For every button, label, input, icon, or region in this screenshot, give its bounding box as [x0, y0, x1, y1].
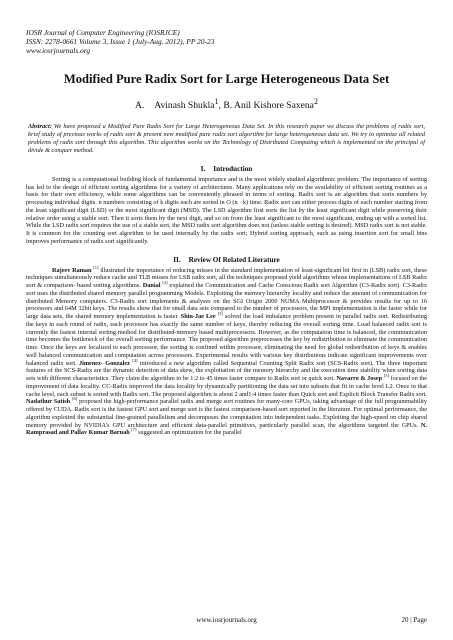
cited-author: Shin-Jae Lee	[180, 313, 216, 321]
section-number: II.	[173, 255, 181, 264]
journal-header	[26, 28, 427, 56]
literature-text: suggested an optimization for the parallel	[136, 429, 242, 437]
journal-site: www.iosrjournals.org	[26, 46, 91, 56]
literature-text: proposed the high-performance parallel radix and merge sort routines for many-core GPUs, taking advantage of the full programmability offered by CUDA. Radix sort is the fastest GPU sort and merge sort is the fastest comparison-based sort reported in the literature. For optimal performance, the algorithm exploited the substantial fine-grained parallelism and decomposes the computation into independent tasks. Exploiting the high-speed on chip shared memory provided by NVIDIA's GPU architecture and efficient data-parallel primitives, particularly parallel scan, the algorithms targeted the GPUs.	[26, 398, 428, 429]
author-2: B. Anil Kishore Saxena	[223, 99, 314, 111]
author-1: Avinash Shukla	[154, 99, 215, 111]
citation-ref: [2]	[162, 279, 168, 285]
journal-name: IOSR Journal of Computer Engineering (IOSRJCE)	[26, 28, 180, 37]
citation-ref: [6]	[72, 396, 78, 402]
cited-author: Jimenez- Gonzalez	[78, 359, 130, 367]
introduction-paragraph	[26, 176, 427, 246]
author-separator: ,	[218, 99, 224, 111]
abstract	[26, 123, 427, 155]
citation-ref: [3]	[217, 310, 223, 316]
journal-issn: ISSN: 2278-0661 Volume 3, Issue 1 (July-Aug. 2012), PP 20-23	[26, 37, 215, 47]
introduction-text: Sorting is a computational building block of fundamental importance and is the most widely studied algorithmic problem. The importance of sorting has led to the design of efficient sorting algorithms for a variety of architectures. Many applications rely on the availability of efficient sorting routines as a basis for their own efficiency, while some algorithms can be conveniently phrased in terms of sorting. Radix sort is an algorithm that sorts numbers by processing individual digits. n numbers consisting of k digits each are sorted in O (n · k) time. Radix sort can either process digits of each number starting from the least significant digit (LSD) or the most significant digit (MSD). The LSD algorithm first sorts the list by the least significant digit while preserving their relative order using a stable sort. Then it sorts them by the next digit, and so on from the least significant to the most significant, ending up with a sorted list. While the LSD radix sort requires the use of a stable sort, the MSD radix sort algorithm does not (unless stable sorting is desired). MSD radix sort is not stable. It is common for the counting sort algorithm to be used internally by the radix sort; Hybrid sorting approach, such as using insertion sort for small bins improves performance of radix sort significantly.	[26, 175, 427, 245]
citation-ref: [4]	[132, 357, 138, 363]
literature-text: introduced a new algorithm called Sequential Counting Split Radix sort (SCS-Radix sort). The three important features of the SCS-Radix are the dynamic detection of data skew, the exploitation of the memory hierarchy and the execution time stability when sorting data sets with different characteristics. They claim the algorithm to be 1:2 to 45 times faster compare to Radix sort or quick sort.	[26, 359, 428, 383]
literature-text: focused on the improvement of data locality. CC-Radix improved the data locality by dynamically partitioning the data set into subsets that fit in cache level L2. Once in that cache level, each subset is sorted with Radix sort. The proposed algorithm is about 2 and1:4 times faster than Quick sort and Explicit Block Transfer Radix sort.	[26, 375, 427, 398]
citation-ref: [7]	[131, 427, 137, 433]
literature-text: solved the load imbalance problem present in parallel radix sort. Redistributing the keys in each round of radix, each processor has exactly the same number of keys, thereby reducing the overall sorting time. Load balanced radix sort is currently the fastest internal sorting method for distributed-memory based multiprocessors. However, as the computation time is balanced, the communication time becomes the bottleneck of the overall sorting performance. The proposed algorithm preprocesses the key by redistribution to eliminate the communication time. Once the keys are localized to each processor, the sorting is confined within processor, eliminating the need for global redistribution of keys & enables well balanced communication and computation across processors. Experimental results with various key distributions indicate significant improvements over balanced radix sort.	[26, 313, 427, 367]
citation-ref: [5]	[383, 372, 389, 378]
author-prefix: A.	[135, 99, 145, 111]
author-line	[26, 97, 427, 111]
cited-author: Navarro & Josep	[336, 375, 383, 383]
cited-author: Danial	[142, 282, 161, 290]
cited-author: N. Ramprasad and Pallav Kumar Baruah	[26, 421, 427, 437]
citation-ref: [1]	[93, 264, 99, 270]
literature-paragraph	[26, 264, 428, 438]
author-1-affiliation: 1	[214, 96, 219, 106]
section-title: Introduction	[213, 164, 253, 173]
literature-text: illustrated the importance of reducing misses in the standard implementation of least-significant bit first in (LSB) radix sort, these techniques simultaneously reduce cache and TLB misses for LSB radix sort, all the techniques proposed yield algorithms whose implementations of LSB Radix sort & comparison- based sorting algorithms.	[26, 266, 428, 290]
footer-site: www.iosrjournals.org	[196, 616, 257, 624]
cited-author: Rajeev Raman	[52, 266, 92, 274]
section-introduction-heading	[26, 165, 427, 173]
abstract-label: Abstract:	[28, 122, 52, 130]
section-number: I.	[200, 164, 206, 173]
page-number: 20 | Page	[401, 616, 427, 624]
author-2-affiliation: 2	[313, 96, 318, 106]
literature-text: explained the Communication and Cache Conscious Radix sort Algorithm (C3-Radix sort). C3-Radix sort uses the distributed shared memory parallel programming Models. Exploiting the memory hierarchy locality and reduce the amount of communication for distributed Memory computers. C3-Radix sort implements & analyses on the SGI Origin 2000 NUMA Multiprocessor & provides results for up to 16 processors and 64M 32bit keys. The results show that for small data sets compared to the number of processors, the MPI implementation is the faster while for large data sets, the shared memory implementation is faster.	[26, 282, 427, 321]
section-title: Review Of Related Literature	[188, 255, 280, 264]
abstract-text: We have proposed a Modified Pure Radix Sort for Large Heterogeneous Data Set. In this research paper we discuss the problems of radix sort, brief study of previous works of radix sort & present new modified pure radix sort algorithm for large heterogeneous data set. We try to optimize all related problems of radix sort through this algorithm. This algorithm works on the Technology of Distributed Computing which is implemented on the principal of divide & conquer method.	[28, 122, 425, 154]
section-literature-heading	[26, 256, 427, 264]
cited-author: Nadathur Satish	[26, 398, 71, 406]
paper-title: Modified Pure Radix Sort for Large Heterogeneous Data Set	[63, 71, 390, 86]
